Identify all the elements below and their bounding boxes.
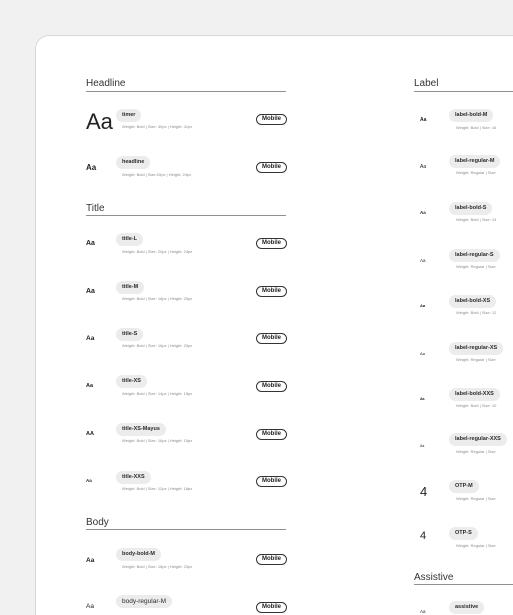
platform-badge: Mobile xyxy=(256,602,287,613)
type-sample: Aa xyxy=(86,603,94,610)
token-meta: Weight: Regular | Size xyxy=(456,449,496,454)
platform-badge: Mobile xyxy=(256,238,287,249)
platform-badge: Mobile xyxy=(256,381,287,392)
token-chip-label-bold-xxs: label-bold-XXS xyxy=(449,388,500,401)
token-chip-label-regular-xxs: label-regular-XXS xyxy=(449,433,507,446)
token-chip-timer: timer xyxy=(116,109,141,122)
token-meta: Weight: Bold | Size: 16px | Height: 20px xyxy=(122,564,193,569)
token-meta: Weight: Bold | Size: 14 xyxy=(456,217,497,222)
section-title-label: Label xyxy=(414,78,439,89)
type-sample: Aa xyxy=(420,351,425,356)
token-chip-title-xs: title-XS xyxy=(116,375,147,388)
type-sample: Aa xyxy=(86,335,95,342)
platform-badge: Mobile xyxy=(256,114,287,125)
section-divider xyxy=(86,529,286,530)
token-meta: Weight: Bold | Size:20px | Height: 24px xyxy=(122,172,192,177)
token-meta: Weight: Bold | Size: 40px | Height: 41px xyxy=(122,124,193,129)
token-chip-headline: headline xyxy=(116,156,150,169)
type-sample: Aa xyxy=(420,210,426,215)
token-meta: Weight: Bold | Size: 16 xyxy=(456,125,497,130)
token-chip-assistive: assistive xyxy=(449,601,484,614)
type-sample: Aa xyxy=(420,303,426,308)
platform-badge: Mobile xyxy=(256,162,287,173)
token-chip-label-bold-m: label-bold-M xyxy=(449,109,493,122)
token-meta: Weight: Bold | Size: 18px | Height: 20px xyxy=(122,296,193,301)
platform-badge: Mobile xyxy=(256,554,287,565)
section-title-title: Title xyxy=(86,203,105,214)
type-sample: Aa xyxy=(420,397,425,401)
type-sample: Aa xyxy=(86,478,92,483)
type-sample: Aa xyxy=(86,288,95,295)
token-meta: Weight: Regular | Size xyxy=(456,543,496,548)
token-chip-label-regular-m: label-regular-M xyxy=(449,155,500,168)
token-meta: Weight: Regular | Size xyxy=(456,264,496,269)
token-chip-label-bold-s: label-bold-S xyxy=(449,202,492,215)
type-sample: 4 xyxy=(420,530,427,542)
platform-badge: Mobile xyxy=(256,429,287,440)
token-chip-otp-m: OTP-M xyxy=(449,480,479,493)
token-chip-body-bold-m: body-bold-M xyxy=(116,548,161,561)
section-title-body: Body xyxy=(86,517,109,528)
type-sample: Aa xyxy=(86,109,113,134)
token-chip-label-regular-xs: label-regular-XS xyxy=(449,342,503,355)
token-meta: Weight: Bold | Size: 10 xyxy=(456,403,497,408)
token-chip-label-bold-xs: label-bold-XS xyxy=(449,295,496,308)
section-title-assistive: Assistive xyxy=(414,572,454,583)
platform-badge: Mobile xyxy=(256,333,287,344)
type-sample: AA xyxy=(86,431,94,437)
token-chip-title-m: title-M xyxy=(116,281,144,294)
token-chip-title-xxs: title-XXS xyxy=(116,471,151,484)
token-meta: Weight: Bold | Size: 12 xyxy=(456,310,497,315)
token-chip-otp-s: OTP-S xyxy=(449,527,478,540)
type-sample: Aa xyxy=(420,164,427,170)
section-divider xyxy=(414,91,513,92)
type-sample: Aa xyxy=(420,258,426,263)
type-sample: Aa xyxy=(86,163,97,172)
token-meta: Weight: Bold | Size: 16px | Height: 20px xyxy=(122,343,193,348)
token-meta: Weight: Bold | Size: 14px | Height: 15px xyxy=(122,391,193,396)
type-sample: Aa xyxy=(86,240,95,247)
type-sample: 4 xyxy=(420,484,428,499)
token-chip-body-regular-m: body-regular-M xyxy=(116,595,172,608)
token-meta: Weight: Regular | Size xyxy=(456,170,496,175)
type-sample: Aa xyxy=(86,383,94,389)
type-sample: Aa xyxy=(420,609,426,614)
token-meta: Weight: Bold | Size: 16px | Height: 15px xyxy=(122,438,193,443)
token-meta: Weight: Bold | Size: 20px | Height: 24px xyxy=(122,249,193,254)
token-chip-title-xs-mayus: title-XS-Mayus xyxy=(116,423,166,436)
type-sample: Aa xyxy=(86,557,95,564)
section-divider xyxy=(86,91,286,92)
platform-badge: Mobile xyxy=(256,286,287,297)
token-meta: Weight: Regular | Size xyxy=(456,496,496,501)
token-chip-title-s: title-S xyxy=(116,328,143,341)
section-title-headline: Headline xyxy=(86,78,126,89)
platform-badge: Mobile xyxy=(256,476,287,487)
section-divider xyxy=(86,215,286,216)
type-sample: Aa xyxy=(420,444,425,448)
token-chip-title-l: title-L xyxy=(116,233,143,246)
token-meta: Weight: Bold | Size: 12px | Height: 18px xyxy=(122,486,193,491)
section-divider xyxy=(414,584,513,585)
type-sample: Aa xyxy=(420,117,427,123)
token-chip-label-regular-s: label-regular-S xyxy=(449,249,500,262)
token-meta: Weight: Regular | Size xyxy=(456,357,496,362)
